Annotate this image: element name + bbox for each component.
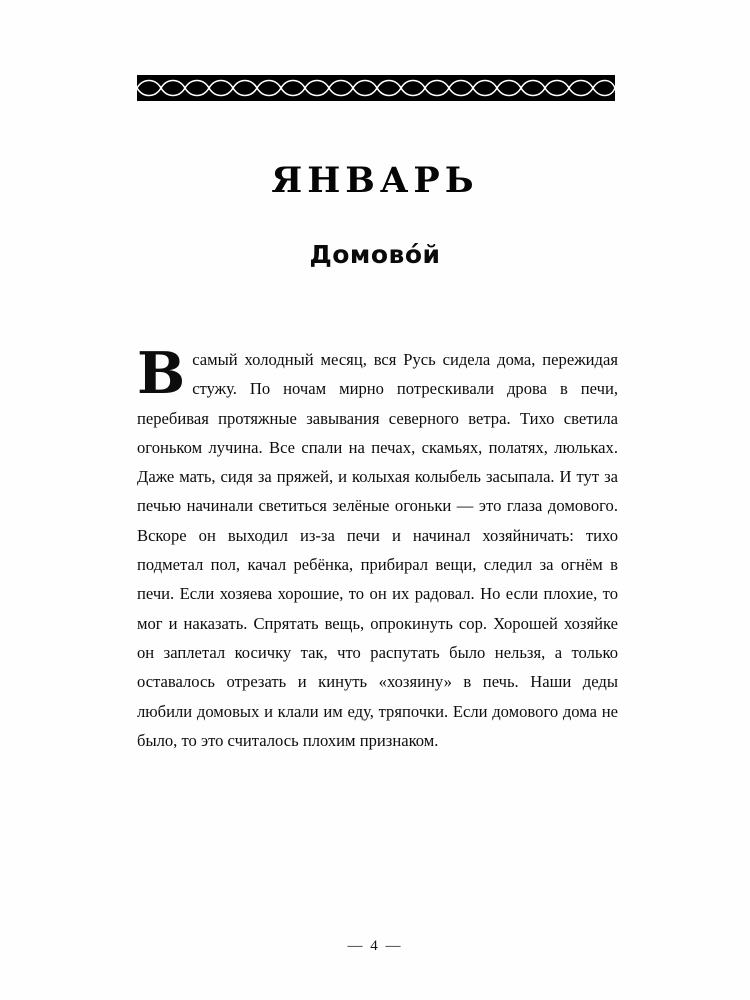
braided-border-ornament (137, 75, 615, 101)
drop-cap: В (137, 340, 186, 407)
body-text-block (137, 340, 618, 755)
page-number: — 4 — (347, 938, 403, 954)
section-title: Домово́й (309, 240, 441, 269)
page-title: ЯНВАРЬ (271, 160, 479, 201)
body-paragraph: самый холодный месяц, вся Русь сидела дома, пережидая стужу. По ночам мирно потрескивали дрова в печи, перебивая протяжные завывания северного ветра. Тихо светила огоньком лучина. Все спали на печах, скамьях, полатях, люльках. Даже мать, сидя за пряжей, и колыхая колыбель засыпала. И тут за печью начинали светиться зелёные огоньки — это глаза домового. Вскоре он выходил из-за печи и начинал хозяйничать: тихо подметал пол, качал ребёнка, прибирал вещи, следил за огнём в печи. Если хозяева хорошие, то он их радовал. Но если плохие, то мог и наказать. Спрятать вещь, опрокинуть сор. Хорошей хозяйке он заплетал косичку так, что распутать было нельзя, а только оставалось отрезать и кинуть «хозяину» в печь. Наши деды любили домовых и клали им еду, тряпочки. Если домового дома не было, то это считалось плохим признаком. (137, 350, 618, 750)
